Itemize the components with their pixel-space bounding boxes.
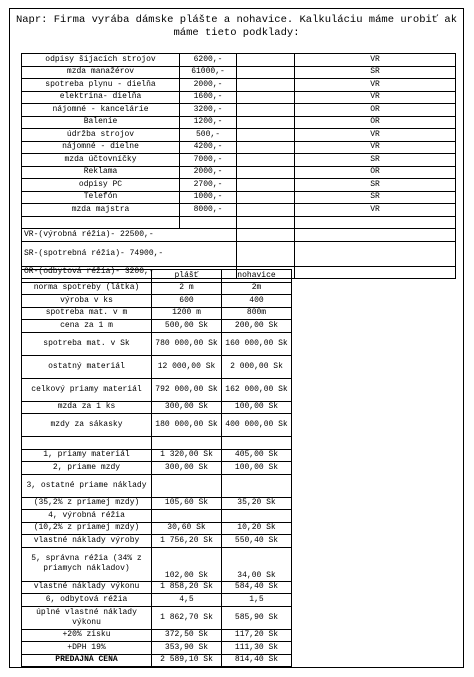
blank-cell <box>295 266 456 279</box>
cost-category: SR <box>295 191 456 204</box>
calc-value-1: 4,5 <box>152 594 222 607</box>
calc-label: +20% zisku <box>22 629 152 642</box>
calc-value-2: 814,40 Sk <box>222 654 292 667</box>
calc-value-1: 12 000,00 Sk <box>152 355 222 378</box>
calc-value-2 <box>222 437 292 450</box>
cost-amount: 6200,- <box>180 54 237 67</box>
cost-amount: 1200,- <box>180 116 237 129</box>
calc-value-2: 800m <box>222 307 292 320</box>
calc-label: vlastné náklady výkonu <box>22 581 152 594</box>
cost-category: SR <box>295 66 456 79</box>
calc-label: 2, priame mzdy <box>22 462 152 475</box>
calc-value-2: 160 000,00 Sk <box>222 332 292 355</box>
cost-table-body <box>22 54 456 279</box>
cost-spacer <box>237 179 295 192</box>
cost-category: SR <box>295 154 456 167</box>
calc-value-2: 162 000,00 Sk <box>222 378 292 401</box>
calc-row <box>22 654 292 667</box>
cost-item: odpisy šijacích strojov <box>22 54 180 67</box>
cost-item: nájomné - kancelárie <box>22 104 180 117</box>
cost-spacer <box>237 116 295 129</box>
cost-amount: 4200,- <box>180 141 237 154</box>
calc-row <box>22 629 292 642</box>
intro-line-1: Napr: Firma vyrába dámske plášte a nohavice. Kalkuláciu máme urobiť ak <box>15 14 458 26</box>
cost-total-row <box>22 241 456 266</box>
cost-amount: 8000,- <box>180 204 237 217</box>
calc-label: 6, odbytová réžia <box>22 594 152 607</box>
calc-value-1: 780 000,00 Sk <box>152 332 222 355</box>
calc-label: výroba v ks <box>22 295 152 308</box>
calc-label: 5, správna réžia (34% z priamych nákladov) <box>22 547 152 581</box>
calc-value-1: 105,60 Sk <box>152 497 222 510</box>
cost-row <box>22 191 456 204</box>
calc-value-1: 30,60 Sk <box>152 522 222 535</box>
calc-value-2: 100,00 Sk <box>222 462 292 475</box>
calc-row <box>22 401 292 414</box>
calc-value-1: 2 m <box>152 282 222 295</box>
calc-value-2 <box>222 510 292 523</box>
cost-amount: 3200,- <box>180 104 237 117</box>
calc-value-1 <box>152 437 222 450</box>
cost-row <box>22 79 456 92</box>
calc-row <box>22 320 292 333</box>
cost-item: mzda manažérov <box>22 66 180 79</box>
blank-cell <box>237 216 295 229</box>
cost-spacer <box>237 104 295 117</box>
calc-label: vlastné náklady výroby <box>22 535 152 548</box>
cost-category: VR <box>295 129 456 142</box>
calc-value-1: 1 320,00 Sk <box>152 449 222 462</box>
calc-value-2: 35,20 Sk <box>222 497 292 510</box>
cost-row <box>22 166 456 179</box>
calc-row <box>22 437 292 450</box>
calc-header-col2: nohavice <box>222 270 292 283</box>
calc-value-1: 1 858,20 Sk <box>152 581 222 594</box>
cost-row <box>22 141 456 154</box>
calc-label: 1, priamy materiál <box>22 449 152 462</box>
calc-value-1: 1 862,70 Sk <box>152 606 222 629</box>
calc-value-1 <box>152 510 222 523</box>
intro-line-2: máme tieto podklady: <box>173 27 300 39</box>
cost-spacer <box>237 66 295 79</box>
calc-value-2: 10,20 Sk <box>222 522 292 535</box>
calc-value-1: 500,00 Sk <box>152 320 222 333</box>
cost-item: nájomné - dielne <box>22 141 180 154</box>
calc-value-2: 584,40 Sk <box>222 581 292 594</box>
calc-label: norma spotreby (látka) <box>22 282 152 295</box>
blank-cell <box>180 216 237 229</box>
calc-label: spotreba mat. v m <box>22 307 152 320</box>
calc-label: +DPH 19% <box>22 642 152 655</box>
calc-value-2: 550,40 Sk <box>222 535 292 548</box>
calc-label: PREDAJNÁ CENA <box>22 654 152 667</box>
blank-cell <box>237 229 295 242</box>
calc-value-2: 400 <box>222 295 292 308</box>
cost-spacer <box>237 141 295 154</box>
calc-label: ostatný materiál <box>22 355 152 378</box>
cost-amount: 7000,- <box>180 154 237 167</box>
cost-row <box>22 179 456 192</box>
calc-value-2: 400 000,00 Sk <box>222 414 292 437</box>
calc-value-1: 300,00 Sk <box>152 401 222 414</box>
calc-value-2: 100,00 Sk <box>222 401 292 414</box>
cost-row <box>22 116 456 129</box>
calc-label: úplné vlastné náklady výkonu <box>22 606 152 629</box>
cost-category: SR <box>295 179 456 192</box>
cost-row <box>22 91 456 104</box>
calc-value-1: 2 589,10 Sk <box>152 654 222 667</box>
cost-amount: 61000,- <box>180 66 237 79</box>
calc-row <box>22 449 292 462</box>
intro-text <box>12 14 461 40</box>
calc-value-2: 585,90 Sk <box>222 606 292 629</box>
cost-row <box>22 129 456 142</box>
cost-spacer <box>237 204 295 217</box>
calc-row <box>22 535 292 548</box>
blank-cell <box>22 216 180 229</box>
cost-total: SR-(spotrebná réžia)- 74900,- <box>22 241 237 266</box>
calc-value-2: 2m <box>222 282 292 295</box>
cost-item: Balenie <box>22 116 180 129</box>
calculation-table <box>21 269 292 667</box>
calc-header-col1: plášť <box>152 270 222 283</box>
calc-row <box>22 606 292 629</box>
cost-category: OR <box>295 116 456 129</box>
cost-amount: 1000,- <box>180 191 237 204</box>
cost-row <box>22 154 456 167</box>
calculation-table-body <box>22 270 292 667</box>
cost-item: údržba strojov <box>22 129 180 142</box>
calc-value-2: 200,00 Sk <box>222 320 292 333</box>
cost-spacer <box>237 154 295 167</box>
calc-value-1: 102,00 Sk <box>152 547 222 581</box>
blank-cell <box>237 241 295 266</box>
cost-blank-row <box>22 216 456 229</box>
calc-value-1: 372,50 Sk <box>152 629 222 642</box>
calc-value-2: 2 000,00 Sk <box>222 355 292 378</box>
calc-value-2: 1,5 <box>222 594 292 607</box>
calc-row <box>22 594 292 607</box>
calc-row <box>22 474 292 497</box>
calc-value-1: 600 <box>152 295 222 308</box>
cost-amount: 2000,- <box>180 79 237 92</box>
cost-item: Reklama <box>22 166 180 179</box>
calc-label: 4, výrobná réžia <box>22 510 152 523</box>
cost-spacer <box>237 191 295 204</box>
calc-label: celkový priamy materiál <box>22 378 152 401</box>
calc-row <box>22 581 292 594</box>
cost-amount: 2000,- <box>180 166 237 179</box>
calc-row <box>22 642 292 655</box>
cost-total: VR-(výrobná réžia)- 22500,- <box>22 229 237 242</box>
calc-row <box>22 295 292 308</box>
cost-total-row <box>22 229 456 242</box>
cost-spacer <box>237 91 295 104</box>
calc-row <box>22 378 292 401</box>
cost-row <box>22 66 456 79</box>
cost-category: VR <box>295 54 456 67</box>
calc-value-2 <box>222 474 292 497</box>
calc-label: (10,2% z priamej mzdy) <box>22 522 152 535</box>
cost-amount: 2700,- <box>180 179 237 192</box>
calc-value-1 <box>152 474 222 497</box>
calc-row <box>22 462 292 475</box>
cost-amount: 500,- <box>180 129 237 142</box>
cost-category: VR <box>295 204 456 217</box>
calc-label: mzda za 1 ks <box>22 401 152 414</box>
calc-value-1: 1200 m <box>152 307 222 320</box>
calc-value-1: 353,90 Sk <box>152 642 222 655</box>
cost-category: OR <box>295 104 456 117</box>
cost-item: mzda majstra <box>22 204 180 217</box>
calc-label: (35,2% z priamej mzdy) <box>22 497 152 510</box>
cost-item: spotreba plynu - dielňa <box>22 79 180 92</box>
calc-value-2: 405,00 Sk <box>222 449 292 462</box>
blank-cell <box>295 229 456 242</box>
calc-value-2: 117,20 Sk <box>222 629 292 642</box>
cost-total: OR-(odbytová réžia)- 3200,- <box>22 266 237 279</box>
cost-table <box>21 53 456 279</box>
cost-row <box>22 104 456 117</box>
cost-row <box>22 54 456 67</box>
cost-spacer <box>237 54 295 67</box>
cost-item: mzda účtovníčky <box>22 154 180 167</box>
cost-category: OR <box>295 166 456 179</box>
blank-cell <box>295 216 456 229</box>
calc-row <box>22 510 292 523</box>
calc-row <box>22 355 292 378</box>
cost-spacer <box>237 79 295 92</box>
cost-category: VR <box>295 91 456 104</box>
cost-row <box>22 204 456 217</box>
cost-item: odpisy PC <box>22 179 180 192</box>
calc-row <box>22 414 292 437</box>
calc-label: 3, ostatné priame náklady <box>22 474 152 497</box>
calc-row <box>22 307 292 320</box>
cost-category: VR <box>295 141 456 154</box>
calc-value-1: 1 756,20 Sk <box>152 535 222 548</box>
calc-row <box>22 282 292 295</box>
calc-header-blank <box>22 270 152 283</box>
cost-amount: 1600,- <box>180 91 237 104</box>
calc-value-1: 300,00 Sk <box>152 462 222 475</box>
calc-row <box>22 332 292 355</box>
calc-row <box>22 522 292 535</box>
cost-spacer <box>237 166 295 179</box>
cost-item: elektrina- dielňa <box>22 91 180 104</box>
calc-label: cena za 1 m <box>22 320 152 333</box>
calc-label: spotreba mat. v Sk <box>22 332 152 355</box>
calc-label <box>22 437 152 450</box>
blank-cell <box>295 241 456 266</box>
calc-row <box>22 497 292 510</box>
cost-item: Telefón <box>22 191 180 204</box>
calc-value-2: 111,30 Sk <box>222 642 292 655</box>
calc-row <box>22 547 292 581</box>
cost-category: VR <box>295 79 456 92</box>
cost-spacer <box>237 129 295 142</box>
calc-header-row <box>22 270 292 283</box>
calc-value-2: 34,00 Sk <box>222 547 292 581</box>
calc-label: mzdy za sákasky <box>22 414 152 437</box>
calc-value-1: 792 000,00 Sk <box>152 378 222 401</box>
calc-value-1: 180 000,00 Sk <box>152 414 222 437</box>
